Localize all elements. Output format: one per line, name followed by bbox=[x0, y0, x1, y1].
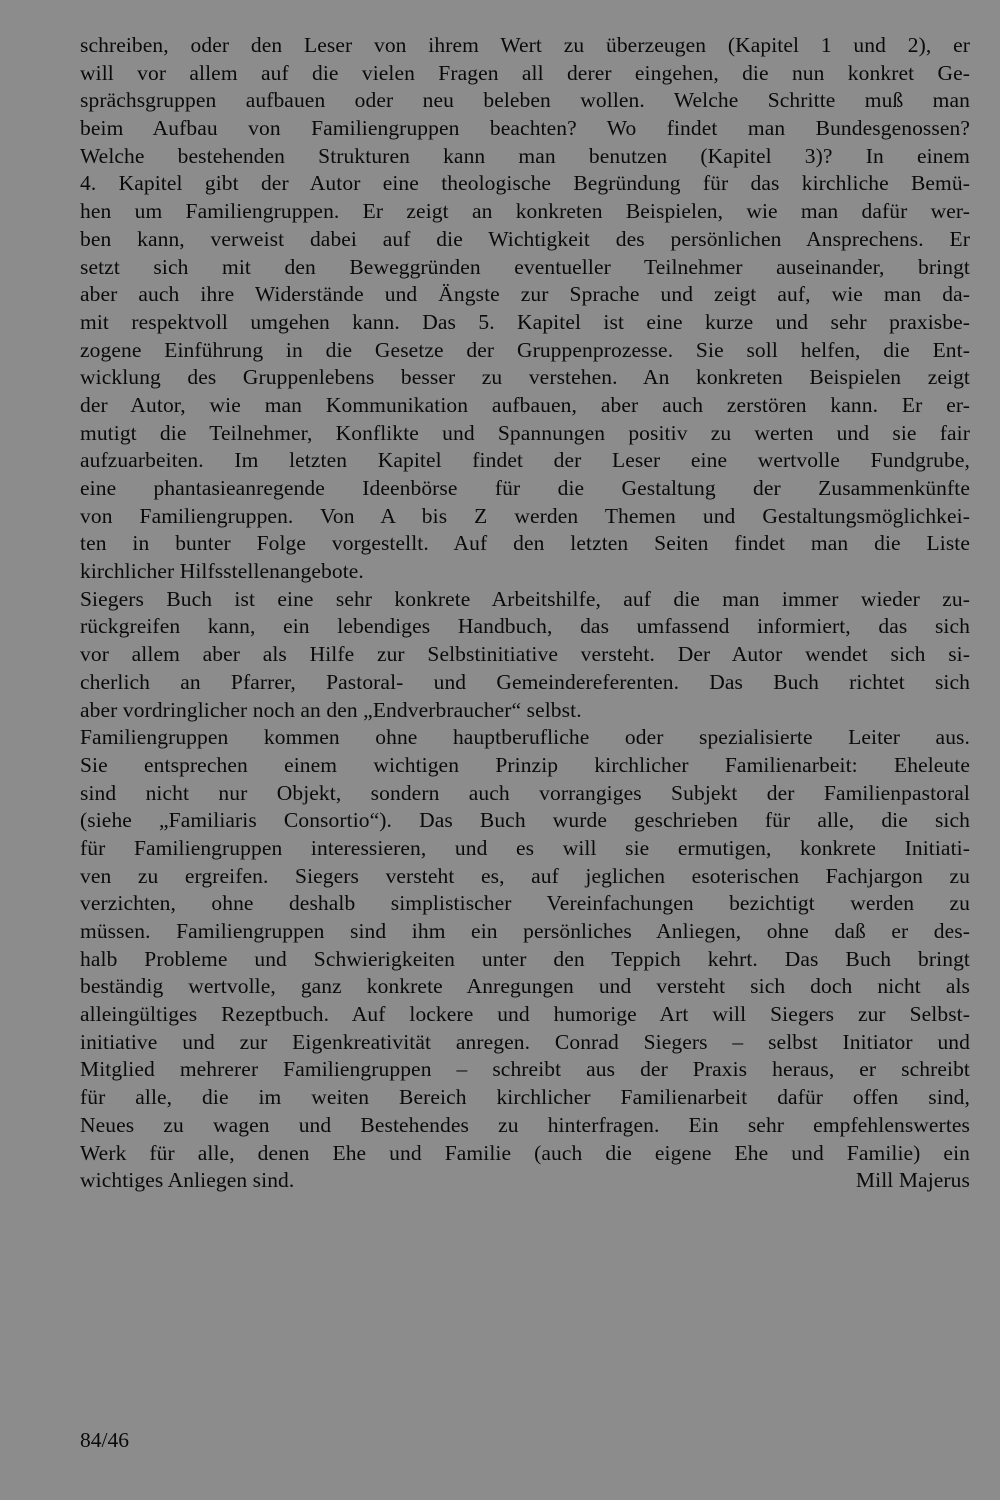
text-line: hen um Familiengruppen. Er zeigt an konkreten Beispielen, wie man dafür wer- bbox=[80, 199, 970, 224]
text-line: sind nicht nur Objekt, sondern auch vorrangiges Subjekt der Familienpastoral bbox=[80, 780, 970, 805]
text-line: ten in bunter Folge vorgestellt. Auf den letzten Seiten findet man die Liste bbox=[80, 531, 970, 556]
text-line: müssen. Familiengruppen sind ihm ein persönliches Anliegen, ohne daß er des- bbox=[80, 919, 970, 943]
text-line: rückgreifen kann, ein lebendiges Handbuch, das umfassend informiert, das sich bbox=[80, 614, 970, 639]
text-line: vor allem aber als Hilfe zur Selbstinitiative versteht. Der Autor wendet sich si- bbox=[80, 642, 970, 667]
text-line: sprächsgruppen aufbauen oder neu beleben wollen. Welche Schritte muß man bbox=[80, 88, 970, 113]
paragraph bbox=[80, 32, 970, 586]
text-line: aber auch ihre Widerstände und Ängste zur Sprache und zeigt auf, wie man da- bbox=[80, 282, 970, 307]
text-line: Siegers Buch ist eine sehr konkrete Arbeitshilfe, auf die man immer wieder zu- bbox=[80, 586, 970, 611]
review-text bbox=[80, 32, 970, 1195]
text-line: verzichten, ohne deshalb simplistischer Vereinfachungen bezichtigt werden zu bbox=[80, 891, 970, 916]
text-line: mit respektvoll umgehen kann. Das 5. Kapitel ist eine kurze und sehr praxisbe- bbox=[80, 309, 970, 334]
text-line: Werk für alle, denen Ehe und Familie (auch die eigene Ehe und Familie) ein bbox=[80, 1140, 970, 1165]
text-line: kirchlicher Hilfsstellenangebote. bbox=[80, 559, 364, 584]
text-line: aufzuarbeiten. Im letzten Kapitel findet der Leser eine wertvolle Fundgrube, bbox=[80, 448, 970, 473]
text-line: für alle, die im weiten Bereich kirchlicher Familienarbeit dafür offen sind, bbox=[80, 1085, 970, 1110]
text-line: cherlich an Pfarrer, Pastoral- und Gemeindereferenten. Das Buch richtet sich bbox=[80, 669, 970, 694]
text-line: Familiengruppen kommen ohne hauptberufliche oder spezialisierte Leiter aus. bbox=[80, 725, 970, 750]
text-line: halb Probleme und Schwierigkeiten unter den Teppich kehrt. Das Buch bringt bbox=[80, 946, 970, 971]
closing-line bbox=[80, 1167, 970, 1195]
text-line: ven zu ergreifen. Siegers versteht es, auf jeglichen esoterischen Fachjargon zu bbox=[80, 863, 970, 888]
text-line: mutigt die Teilnehmer, Konflikte und Spannungen positiv zu werten und sie fair bbox=[80, 420, 970, 445]
author-signature: Mill Majerus bbox=[855, 1168, 970, 1193]
text-line: von Familiengruppen. Von A bis Z werden Themen und Gestaltungsmöglichkei- bbox=[80, 503, 970, 528]
text-line: wicklung des Gruppenlebens besser zu verstehen. An konkreten Beispielen zeigt bbox=[80, 365, 970, 390]
text-line: 4. Kapitel gibt der Autor eine theologische Begründung für das kirchliche Bemü- bbox=[80, 171, 970, 196]
text-line: Sie entsprechen einem wichtigen Prinzip kirchlicher Familienarbeit: Eheleute bbox=[80, 752, 970, 777]
text-line: Welche bestehenden Strukturen kann man benutzen (Kapitel 3)? In einem bbox=[80, 143, 970, 168]
paragraph bbox=[80, 724, 970, 1167]
text-line: initiative und zur Eigenkreativität anregen. Conrad Siegers – selbst Initiator und bbox=[80, 1029, 970, 1054]
text-line: ben kann, verweist dabei auf die Wichtigkeit des persönlichen Ansprechens. Er bbox=[80, 226, 970, 251]
text-line: beim Aufbau von Familiengruppen beachten? Wo findet man Bundesgenossen? bbox=[80, 116, 970, 141]
text-line: Mitglied mehrerer Familiengruppen – schreibt aus der Praxis heraus, er schreibt bbox=[80, 1057, 970, 1082]
text-line: aber vordringlicher noch an den „Endverbraucher“ selbst. bbox=[80, 697, 582, 722]
text-line: schreiben, oder den Leser von ihrem Wert zu überzeugen (Kapitel 1 und 2), er bbox=[80, 33, 970, 57]
text-line: der Autor, wie man Kommunikation aufbauen, aber auch zerstören kann. Er er- bbox=[80, 392, 970, 417]
text-line: Neues zu wagen und Bestehendes zu hinterfragen. Ein sehr empfehlenswertes bbox=[80, 1112, 970, 1137]
page-number: 84/46 bbox=[80, 1428, 129, 1452]
paragraph bbox=[80, 586, 970, 724]
text-line: (siehe „Familiaris Consortio“). Das Buch wurde geschrieben für alle, die sich bbox=[80, 808, 970, 833]
text-line: will vor allem auf die vielen Fragen all derer eingehen, die nun konkret Ge- bbox=[80, 60, 970, 85]
text-line: für Familiengruppen interessieren, und es will sie ermutigen, konkrete Initiati- bbox=[80, 835, 970, 860]
text-line: zogene Einführung in die Gesetze der Gruppenprozesse. Sie soll helfen, die Ent- bbox=[80, 337, 970, 362]
text-line: eine phantasieanregende Ideenbörse für die Gestaltung der Zusammenkünfte bbox=[80, 476, 970, 500]
text-line: setzt sich mit den Beweggründen eventueller Teilnehmer auseinander, bringt bbox=[80, 254, 970, 279]
text-line: alleingültiges Rezeptbuch. Auf lockere und humorige Art will Siegers zur Selbst- bbox=[80, 1002, 970, 1027]
closing-text: wichtiges Anliegen sind. bbox=[80, 1168, 295, 1193]
text-line: beständig wertvolle, ganz konkrete Anregungen und versteht sich doch nicht als bbox=[80, 974, 970, 999]
